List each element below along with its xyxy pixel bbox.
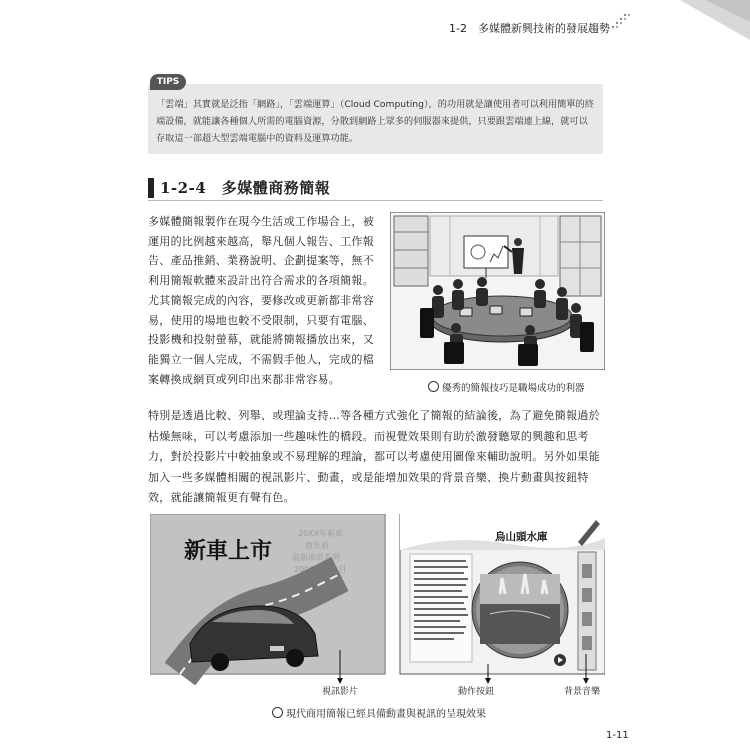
page-header [0, 0, 750, 40]
meeting-illustration [390, 212, 605, 370]
section-divider [148, 200, 603, 201]
section-title: 1-2-4 多媒體商務簡報 [160, 179, 331, 197]
body-paragraph-2: 特別是透過比較、列舉、或理論支持…等各種方式強化了簡報的結論後，為了避免簡報過於枯燥無味，可以考慮添加一些趣味性的橋段。而視覺效果則有助於激發聽眾的興趣和思考力，對於投影片中較抽象或不易理解的理論，都可以考慮使用圖像來輔助說明。另外如果能加入一些多媒體相關的視訊影片、動畫，或是能增加效果的背景音樂、換片動畫與按鈕特效，就能讓簡報更有聲有色。 [148, 409, 600, 504]
label-video: 視訊影片 [322, 687, 359, 697]
slide-bg-text-4: 2000萬人注目 [294, 565, 347, 574]
section-marker [148, 178, 154, 198]
decorative-dots-icon [610, 10, 630, 30]
caption-bullet-icon [272, 707, 283, 718]
figure2-caption-text: 現代商用簡報已經具備動畫與視訊的呈現效果 [286, 709, 486, 720]
label-action-button: 動作按鈕 [458, 687, 495, 697]
slide-bg-text-2: 搶先看 [305, 541, 329, 550]
car-slide [150, 514, 385, 674]
figure2-caption [272, 705, 486, 720]
car-slide-title: 新車上市 [184, 538, 273, 564]
label-background-music: 背景音樂 [564, 687, 601, 697]
caption-bullet-icon [428, 381, 439, 392]
reservoir-slide [400, 514, 605, 674]
figure1-caption [428, 380, 585, 394]
slide-bg-text-1: 20XX年新車 [298, 529, 344, 538]
tips-text: 「雲端」其實就是泛指「網路」，「雲端運算」（Cloud Computing），的功用就是讓使用者可以利用簡單的終端設備，就能讓各種個人所需的電腦資源，分散到網路上眾多的伺服器來提供，只要跟雲端連上線，就可以存取這一部超大型雲端電腦中的資料及運算功能。 [156, 99, 594, 144]
presentation-slides-figure [150, 514, 605, 689]
tips-tag: TIPS [150, 74, 186, 90]
page-number: 1-11 [606, 730, 629, 741]
body-paragraph-1: 多媒體簡報製作在現今生活或工作場合上，被運用的比例越來越高，舉凡個人報告、工作報告、產品推銷、業務說明、企劃提案等，無不利用簡報軟體來設計出符合需求的各項簡報。尤其簡報完成的內容，要修改或更新都非常容易，使用的場地也較不受限制，只要有電腦、投影機和投射螢幕，就能將簡報播放出來，又能獨立一個人完成，不需假手他人，完成的檔案轉換成網頁或列印出來都非常容易。 [148, 215, 374, 386]
reservoir-slide-title: 烏山頭水庫 [495, 531, 548, 543]
running-title: 1-2 多媒體新興技術的發展趨勢 [449, 22, 610, 35]
slide-bg-text-3: 最新車款系列 [292, 553, 340, 562]
figure1-caption-text: 優秀的簡報技巧是職場成功的利器 [442, 383, 585, 394]
page-corner-decoration [650, 0, 750, 40]
